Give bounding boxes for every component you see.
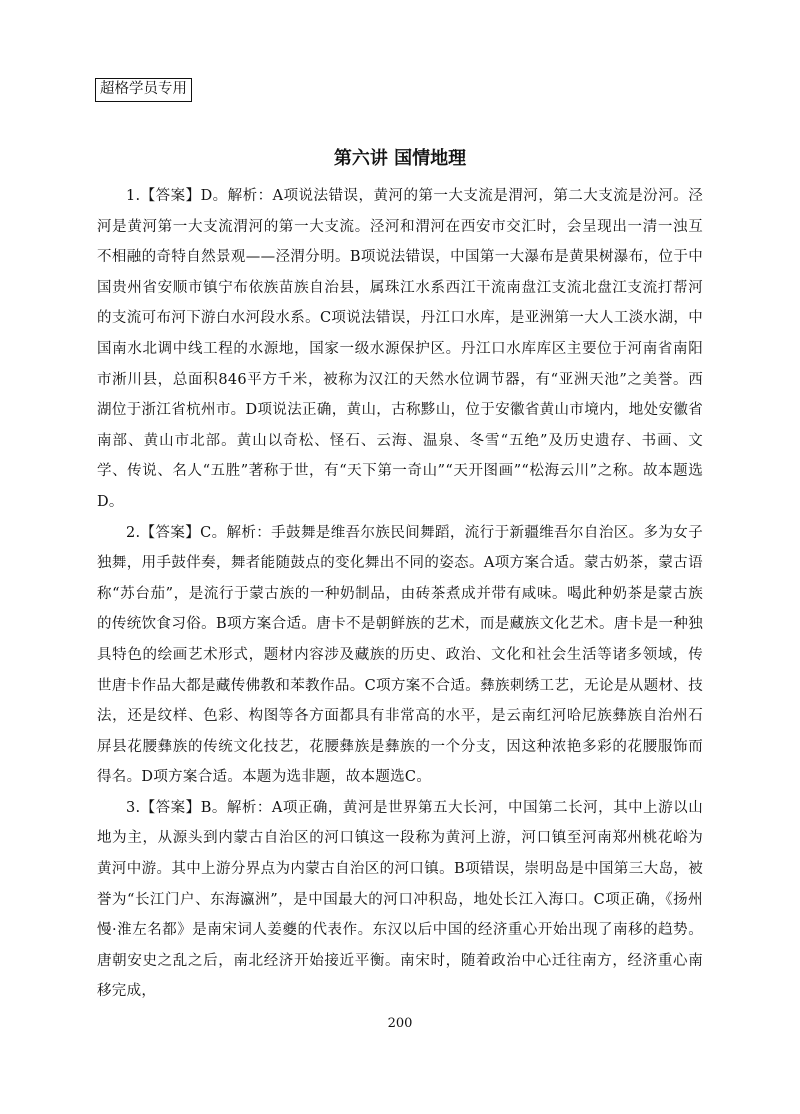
page-title: 第六讲 国情地理 — [333, 148, 467, 169]
answer-paragraph-3: 3.【答案】B。解析：A项正确，黄河是世界第五大长河，中国第二长河，其中上游以山地为主，从源头到内蒙古自治区的河口镇这一段称为黄河上游，河口镇至河南郑州桃花峪为黄河中游。其中上游分界点为内蒙古自治区的河口镇。B项错误，崇明岛是中国第三大岛，被誉为“长江门户、东海瀛洲”，是中国最大的河口冲积岛，地处长江入海口。C项正确，《扬州慢·淮左名都》是南宋词人姜夔的代表作。东汉以后中国的经济重心开始出现了南移的趋势。唐朝安史之乱之后，南北经济开始接近平衡。南宋时，随着政治中心迁往南方，经济重心南移完成， — [97, 799, 703, 1000]
answer-paragraph-1: 1.【答案】D。解析：A项说法错误，黄河的第一大支流是渭河，第二大支流是汾河。泾河是黄河第一大支流渭河的第一大支流。泾河和渭河在西安市交汇时，会呈现出一清一浊互不相融的奇特自然景观——泾渭分明。B项说法错误，中国第一大瀑布是黄果树瀑布，位于中国贵州省安顺市镇宁布依族苗族自治县，属珠江水系西江干流南盘江支流北盘江支流打帮河的支流可布河下游白水河段水系。C项说法错误，丹江口水库，是亚洲第一大人工淡水湖，中国南水北调中线工程的水源地，国家一级水源保护区。丹江口水库库区主要位于河南省南阳市淅川县，总面积846平方千米，被称为汉江的天然水位调节器，有“亚洲天池”之美誉。西湖位于浙江省杭州市。D项说法正确，黄山，古称黟山，位于安徽省黄山市境内，地处安徽省南部、黄山市北部。黄山以奇松、怪石、云海、温泉、冬雪“五绝”及历史遗存、书画、文学、传说、名人“五胜”著称于世，有“天下第一奇山”“天开图画”“松海云川”之称。故本题选D。 — [97, 188, 703, 510]
answer-content — [97, 181, 703, 1007]
answer-paragraph-2: 2.【答案】C。解析：手鼓舞是维吾尔族民间舞蹈，流行于新疆维吾尔自治区。多为女子独舞，用手鼓伴奏，舞者能随鼓点的变化舞出不同的姿态。A项方案合适。蒙古奶茶，蒙古语称“苏台茄”，是流行于蒙古族的一种奶制品，由砖茶煮成并带有咸味。喝此种奶茶是蒙古族的传统饮食习俗。B项方案合适。唐卡不是朝鲜族的艺术，而是藏族文化艺术。唐卡是一种独具特色的绘画艺术形式，题材内容涉及藏族的历史、政治、文化和社会生活等诸多领域，传世唐卡作品大都是藏传佛教和苯教作品。C项方案不合适。彝族刺绣工艺，无论是从题材、技法，还是纹样、色彩、构图等各方面都具有非常高的水平，是云南红河哈尼族彝族自治州石屏县花腰彝族的传统文化技艺，花腰彝族是彝族的一个分支，因这种浓艳多彩的花腰服饰而得名。D项方案合适。本题为选非题，故本题选C。 — [97, 524, 703, 786]
exclusive-tag: 超格学员专用 — [95, 78, 192, 102]
page-number: 200 — [387, 1016, 413, 1031]
